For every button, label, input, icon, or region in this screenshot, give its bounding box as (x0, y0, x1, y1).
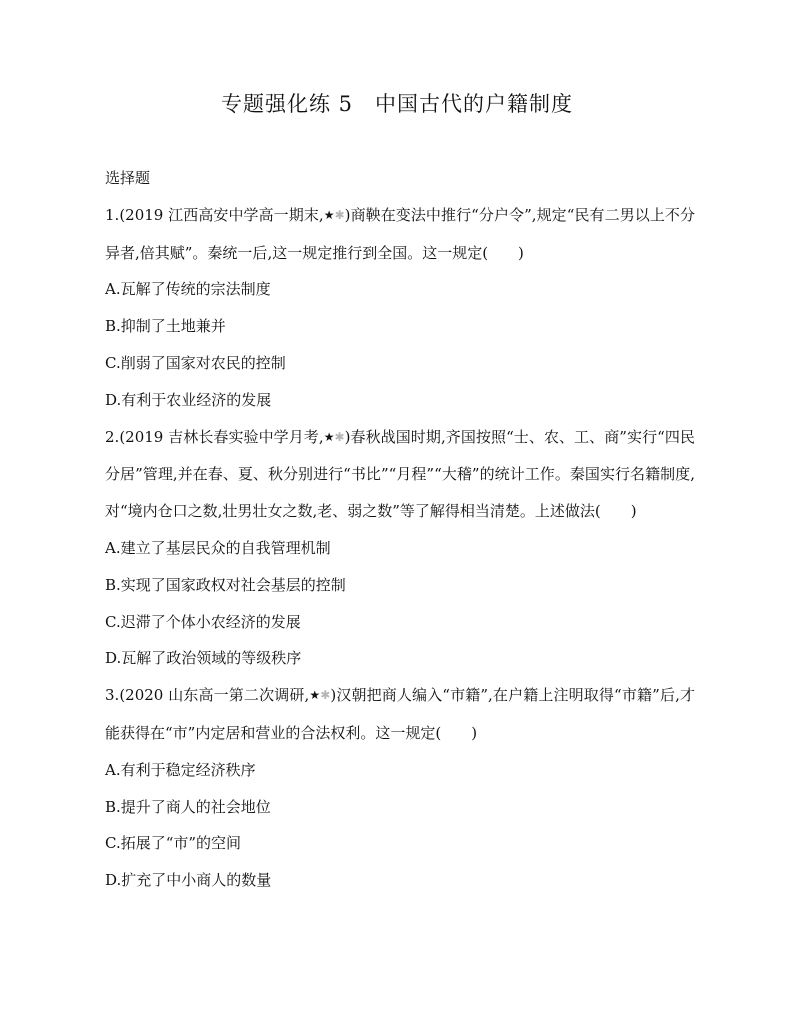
question-number: 3. (105, 686, 120, 705)
question-stem (105, 197, 695, 272)
option-d[interactable]: D.扩充了中小商人的数量 (105, 871, 272, 890)
option-a[interactable]: A.建立了基层民众的自我管理机制 (105, 538, 331, 557)
question-source: (2019 江西高安中学高一期末, (119, 205, 324, 224)
question-number: 2. (105, 427, 120, 446)
star-outline-icon: ✱ (320, 688, 331, 703)
question-1 (105, 197, 695, 419)
star-outline-icon: ✱ (334, 429, 345, 444)
option-c[interactable]: C.迟滞了个体小农经济的发展 (105, 612, 301, 631)
question-2 (105, 419, 695, 678)
option-a[interactable]: A.有利于稳定经济秩序 (105, 760, 256, 779)
question-list (105, 160, 695, 899)
option-a[interactable]: A.瓦解了传统的宗法制度 (105, 280, 271, 299)
question-stem (105, 419, 695, 530)
star-outline-icon: ✱ (334, 207, 345, 222)
option-b[interactable]: B.抑制了土地兼并 (105, 317, 226, 336)
question-text: )春秋战国时期,齐国按照“士、农、工、商”实行“四民分居”管理,并在春、夏、秋分别进行“书比”“月程”“大稽”的统计工作。秦国实行名籍制度,对“境内仓口之数,壮男壮女之数,老、弱之数”等了解得相当清楚。上述做法( ) (105, 427, 695, 521)
star-icon: ★ (323, 207, 335, 222)
option-c[interactable]: C.削弱了国家对农民的控制 (105, 353, 286, 372)
question-source: (2020 山东高一第二次调研, (119, 686, 310, 705)
option-d[interactable]: D.瓦解了政治领域的等级秩序 (105, 649, 302, 668)
option-d[interactable]: D.有利于农业经济的发展 (105, 390, 272, 409)
question-text: )汉朝把商人编入“市籍”,在户籍上注明取得“市籍”后,才能获得在“市”内定居和营业的合法权利。这一规定( ) (105, 686, 695, 742)
option-c[interactable]: C.拓展了“市”的空间 (105, 834, 242, 853)
star-icon: ★ (323, 429, 335, 444)
question-number: 1. (105, 205, 120, 224)
question-text: )商鞅在变法中推行“分户令”,规定“民有二男以上不分异者,倍其赋”。秦统一后,这一规定推行到全国。这一规定( ) (105, 205, 695, 262)
page-title: 专题强化练 5 中国古代的户籍制度 (220, 92, 574, 116)
question-stem (105, 677, 695, 752)
option-b[interactable]: B.实现了国家政权对社会基层的控制 (105, 575, 346, 594)
question-source: (2019 吉林长春实验中学月考, (119, 427, 324, 446)
star-icon: ★ (309, 688, 321, 703)
option-b[interactable]: B.提升了商人的社会地位 (105, 797, 271, 816)
section-heading: 选择题 (105, 169, 151, 187)
question-3 (105, 677, 695, 899)
